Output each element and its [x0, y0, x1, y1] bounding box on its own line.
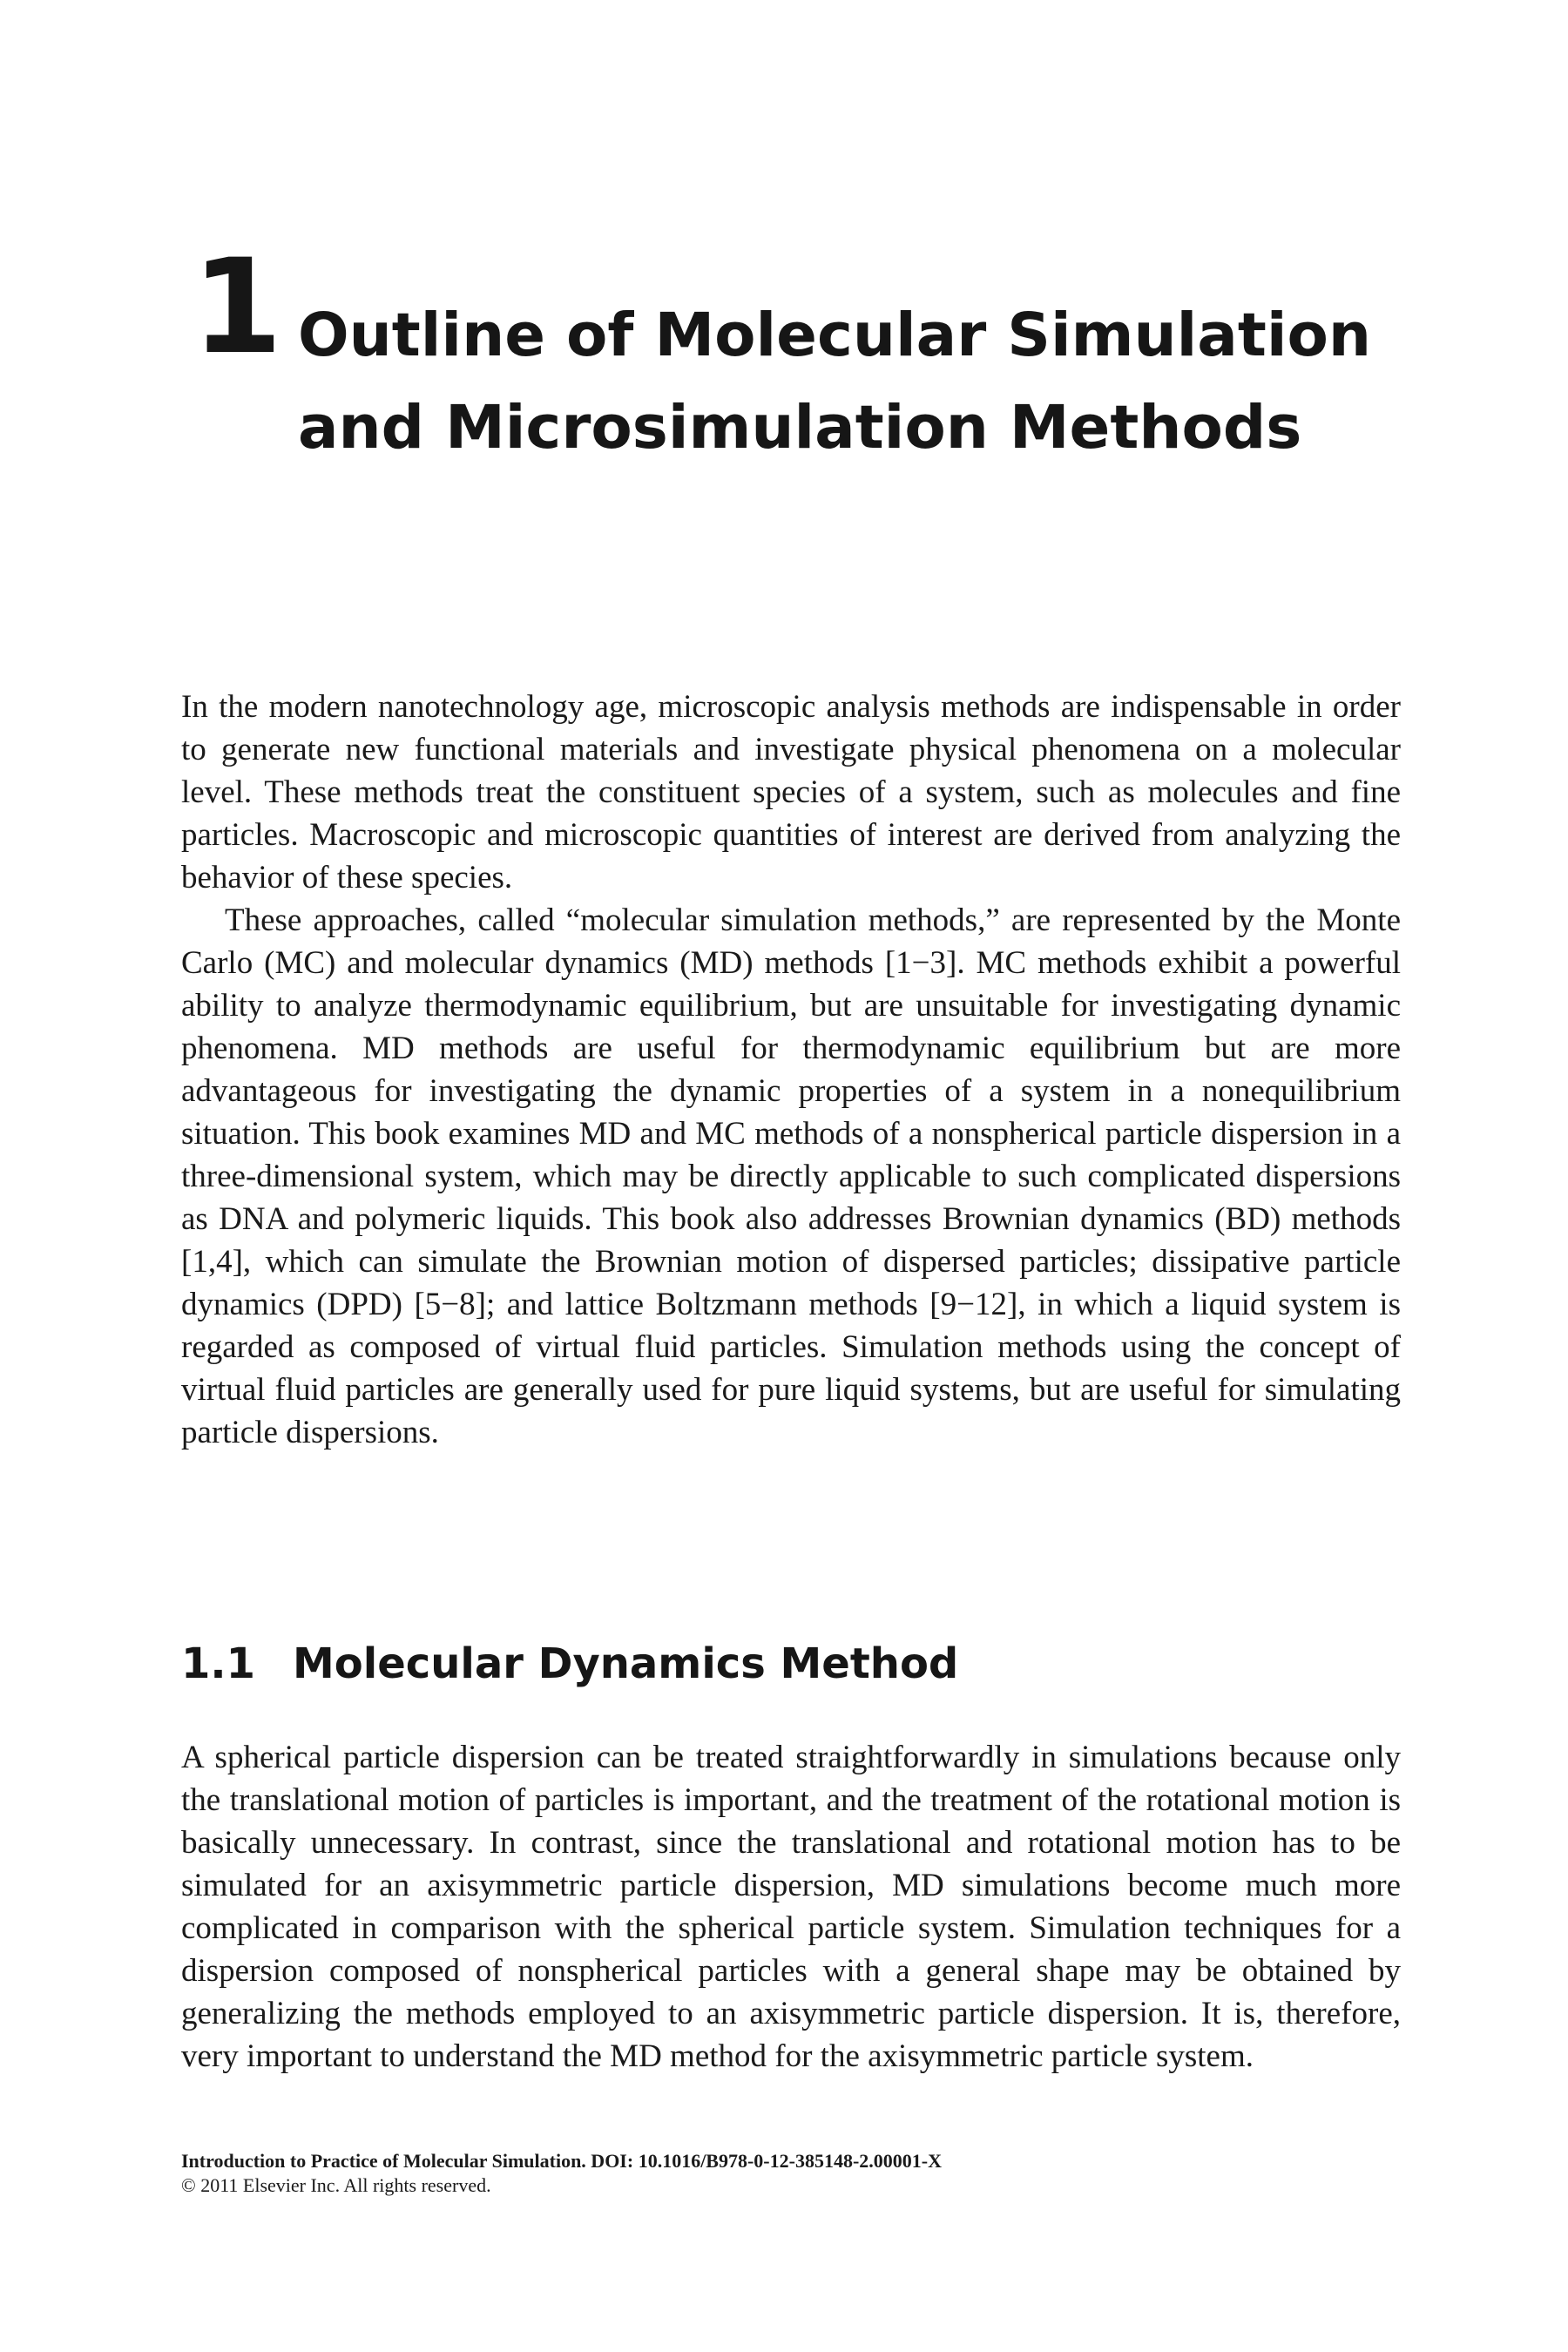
- chapter-number: 1: [192, 232, 280, 383]
- copyright-line: © 2011 Elsevier Inc. All rights reserved.: [181, 2174, 491, 2196]
- intro-paragraph: These approaches, called “molecular simulation methods,” are represented by the Monte Carlo (MC) and molecular dynamics (MD) methods [1−3]. MC methods exhibit a powerful ability to analyze thermodynamic equilibrium, but are unsuitable for investigating dynamic phenomena. MD methods are useful for thermodynamic equilibrium but are more advantageous for investigating the dynamic properties of a system in a nonequilibrium situation. This book examines MD and MC methods of a nonspherical particle dispersion in a three-dimensional system, which may be directly applicable to such complicated dispersions as DNA and polymeric liquids. This book also addresses Brownian dynamics (BD) methods [1,4], which can simulate the Brownian motion of dispersed particles; dissipative particle dynamics (DPD) [5−8]; and lattice Boltzmann methods [9−12], in which a liquid system is regarded as composed of virtual fluid particles. Simulation methods using the concept of virtual fluid particles are generally used for pure liquid systems, but are useful for simulating particle dispersions.: [181, 902, 1401, 1450]
- section-title: Molecular Dynamics Method: [293, 1639, 959, 1688]
- section-body: [181, 1736, 1401, 2078]
- chapter-intro: [181, 686, 1401, 1454]
- intro-paragraph: In the modern nanotechnology age, microscopic analysis methods are indispensable in order to generate new functional materials and investigate physical phenomena on a molecular level. These methods treat the constituent species of a system, such as molecules and fine particles. Macroscopic and microscopic quantities of interest are derived from analyzing the behavior of these species.: [181, 689, 1401, 896]
- section-paragraph: A spherical particle dispersion can be treated straightforwardly in simulations because only the translational motion of particles is important, and the treatment of the rotational motion is basically unnecessary. In contrast, since the translational and rotational motion has to be simulated for an axisymmetric particle dispersion, MD simulations become much more complicated in comparison with the spherical particle system. Simulation techniques for a dispersion composed of nonspherical particles with a general shape may be obtained by generalizing the methods employed to an axisymmetric particle dispersion. It is, therefore, very important to understand the MD method for the axisymmetric particle system.: [181, 1740, 1401, 2074]
- page-footer: [181, 2149, 1401, 2198]
- citation-line: Introduction to Practice of Molecular Simulation. DOI: 10.1016/B978-0-12-385148-2.00001-X: [181, 2150, 942, 2172]
- chapter-title: Outline of Molecular Simulation and Microsimulation Methods: [298, 301, 1371, 463]
- section-heading: [181, 1638, 958, 1690]
- section-number: 1.1: [181, 1639, 256, 1688]
